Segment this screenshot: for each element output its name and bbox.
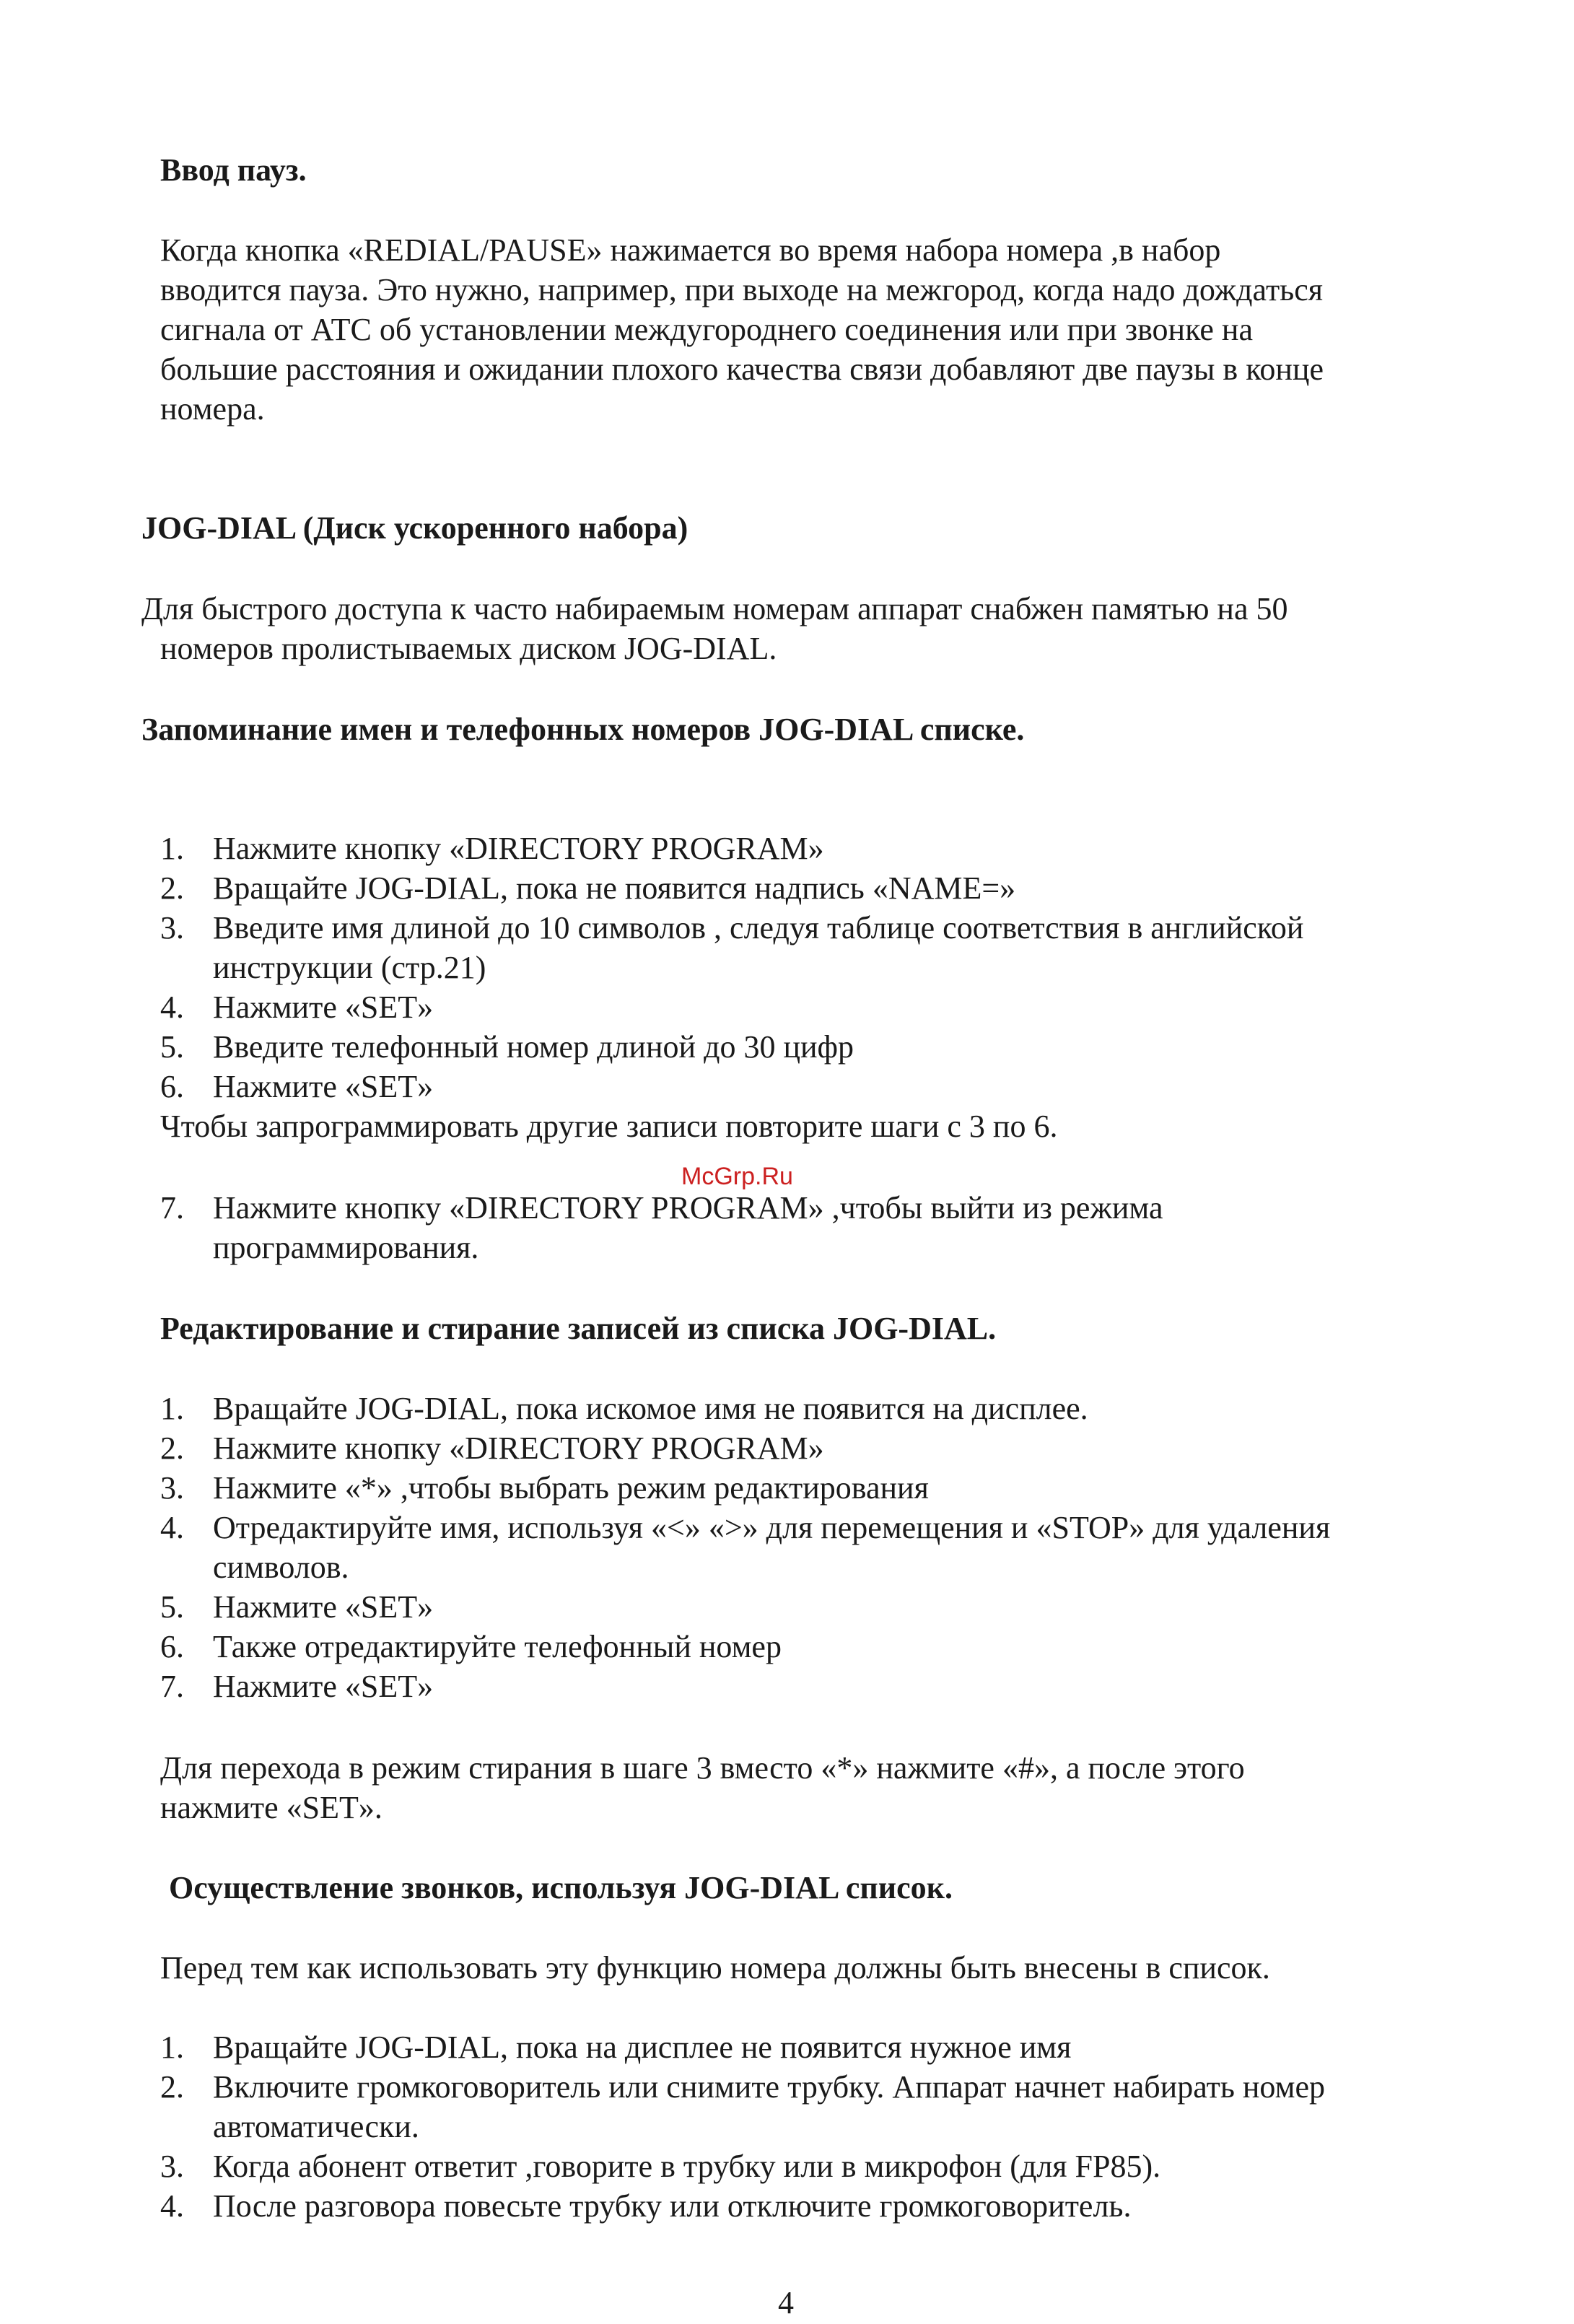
list-item: 1. Вращайте JOG-DIAL, пока искомое имя не появится на дисплее.: [160, 1389, 1330, 1428]
list-number: 4.: [160, 990, 184, 1025]
list-number: 1.: [160, 1391, 184, 1426]
list-item: 4. Нажмите «SET»: [160, 987, 1303, 1027]
page-number: 4: [778, 2285, 794, 2320]
list-number: 7.: [160, 1190, 184, 1226]
heading-jogdial: JOG-DIAL (Диск ускоренного набора): [141, 510, 688, 546]
list-item: 2. Нажмите кнопку «DIRECTORY PROGRAM»: [160, 1428, 1330, 1468]
list-item: 3. Введите имя длиной до 10 символов , следуя таблице соответствия в английской инструкции (стр.21): [160, 908, 1303, 987]
paragraph-line: Для быстрого доступа к часто набираемым номерам аппарат снабжен памятью на 50: [141, 591, 1288, 626]
paragraph-line: Когда кнопка «REDIAL/PAUSE» нажимается во время набора номера ,в набор: [160, 232, 1221, 268]
list-item: 5. Нажмите «SET»: [160, 1587, 1330, 1627]
edit-note: [160, 1748, 1245, 1827]
list-item: 4. После разговора повесьте трубку или отключите громкоговоритель.: [160, 2186, 1325, 2226]
list-number: 3.: [160, 2149, 184, 2184]
store-steps-list: [160, 829, 1303, 1106]
paragraph-line: вводится пауза. Это нужно, например, при выходе на межгород, когда надо дождаться: [160, 272, 1324, 307]
list-item: 6. Нажмите «SET»: [160, 1067, 1303, 1106]
list-item: 5. Введите телефонный номер длиной до 30 цифр: [160, 1027, 1303, 1067]
paragraph-pauses: [160, 230, 1324, 429]
calls-steps-list: [160, 2027, 1325, 2226]
heading-store: Запоминание имен и телефонных номеров JOG-DIAL списке.: [141, 712, 1025, 747]
heading-pauses: Ввод пауз.: [160, 152, 307, 188]
list-number: 1.: [160, 831, 184, 866]
paragraph-line: номеров пролистываемых диском JOG-DIAL.: [160, 631, 777, 666]
calls-intro: Перед тем как использовать эту функцию номера должны быть внесены в список.: [160, 1950, 1270, 1986]
list-number: 3.: [160, 1470, 184, 1506]
paragraph-line: нажмите «SET».: [160, 1790, 382, 1825]
list-item: 6. Также отредактируйте телефонный номер: [160, 1627, 1330, 1666]
edit-steps-list: [160, 1389, 1330, 1706]
list-item: 7. Нажмите «SET»: [160, 1666, 1330, 1706]
paragraph-line: сигнала от АТС об установлении междугороднего соединения или при звонке на: [160, 312, 1253, 347]
paragraph-jogdial: [141, 589, 1288, 668]
list-number: 2.: [160, 1430, 184, 1466]
list-number: 2.: [160, 870, 184, 906]
list-number: 4.: [160, 1510, 184, 1545]
list-number: 3.: [160, 910, 184, 945]
list-item: 1. Нажмите кнопку «DIRECTORY PROGRAM»: [160, 829, 1303, 868]
store-note: Чтобы запрограммировать другие записи повторите шаги с 3 по 6.: [160, 1109, 1058, 1144]
list-item: 3. Нажмите «*» ,чтобы выбрать режим редактирования: [160, 1468, 1330, 1508]
list-item: 4. Отредактируйте имя, используя «<» «>» для перемещения и «STOP» для удаления символов.: [160, 1508, 1330, 1587]
list-number: 2.: [160, 2069, 184, 2105]
store-step7-list: [160, 1188, 1163, 1267]
list-item: 2. Вращайте JOG-DIAL, пока не появится надпись «NAME=»: [160, 868, 1303, 908]
list-number: 5.: [160, 1589, 184, 1625]
list-item: 3. Когда абонент ответит ,говорите в трубку или в микрофон (для FP85).: [160, 2146, 1325, 2186]
heading-edit: Редактирование и стирание записей из списка JOG-DIAL.: [160, 1311, 997, 1346]
list-number: 5.: [160, 1029, 184, 1065]
paragraph-line: Для перехода в режим стирания в шаге 3 вместо «*» нажмите «#», а после этого: [160, 1750, 1245, 1786]
heading-calls: Осуществление звонков, используя JOG-DIAL список.: [169, 1870, 953, 1905]
list-number: 1.: [160, 2030, 184, 2065]
list-number: 7.: [160, 1669, 184, 1704]
list-number: 6.: [160, 1629, 184, 1664]
paragraph-line: номера.: [160, 391, 265, 427]
list-item: 1. Вращайте JOG-DIAL, пока на дисплее не появится нужное имя: [160, 2027, 1325, 2067]
watermark-text: McGrp.Ru: [681, 1163, 793, 1190]
list-number: 6.: [160, 1069, 184, 1104]
list-item: 2. Включите громкоговоритель или снимите трубку. Аппарат начнет набирать номер автоматически.: [160, 2067, 1325, 2146]
list-number: 4.: [160, 2188, 184, 2224]
paragraph-line: большие расстояния и ожидании плохого качества связи добавляют две паузы в конце: [160, 351, 1324, 387]
list-item: 7. Нажмите кнопку «DIRECTORY PROGRAM» ,чтобы выйти из режима программирования.: [160, 1188, 1163, 1267]
